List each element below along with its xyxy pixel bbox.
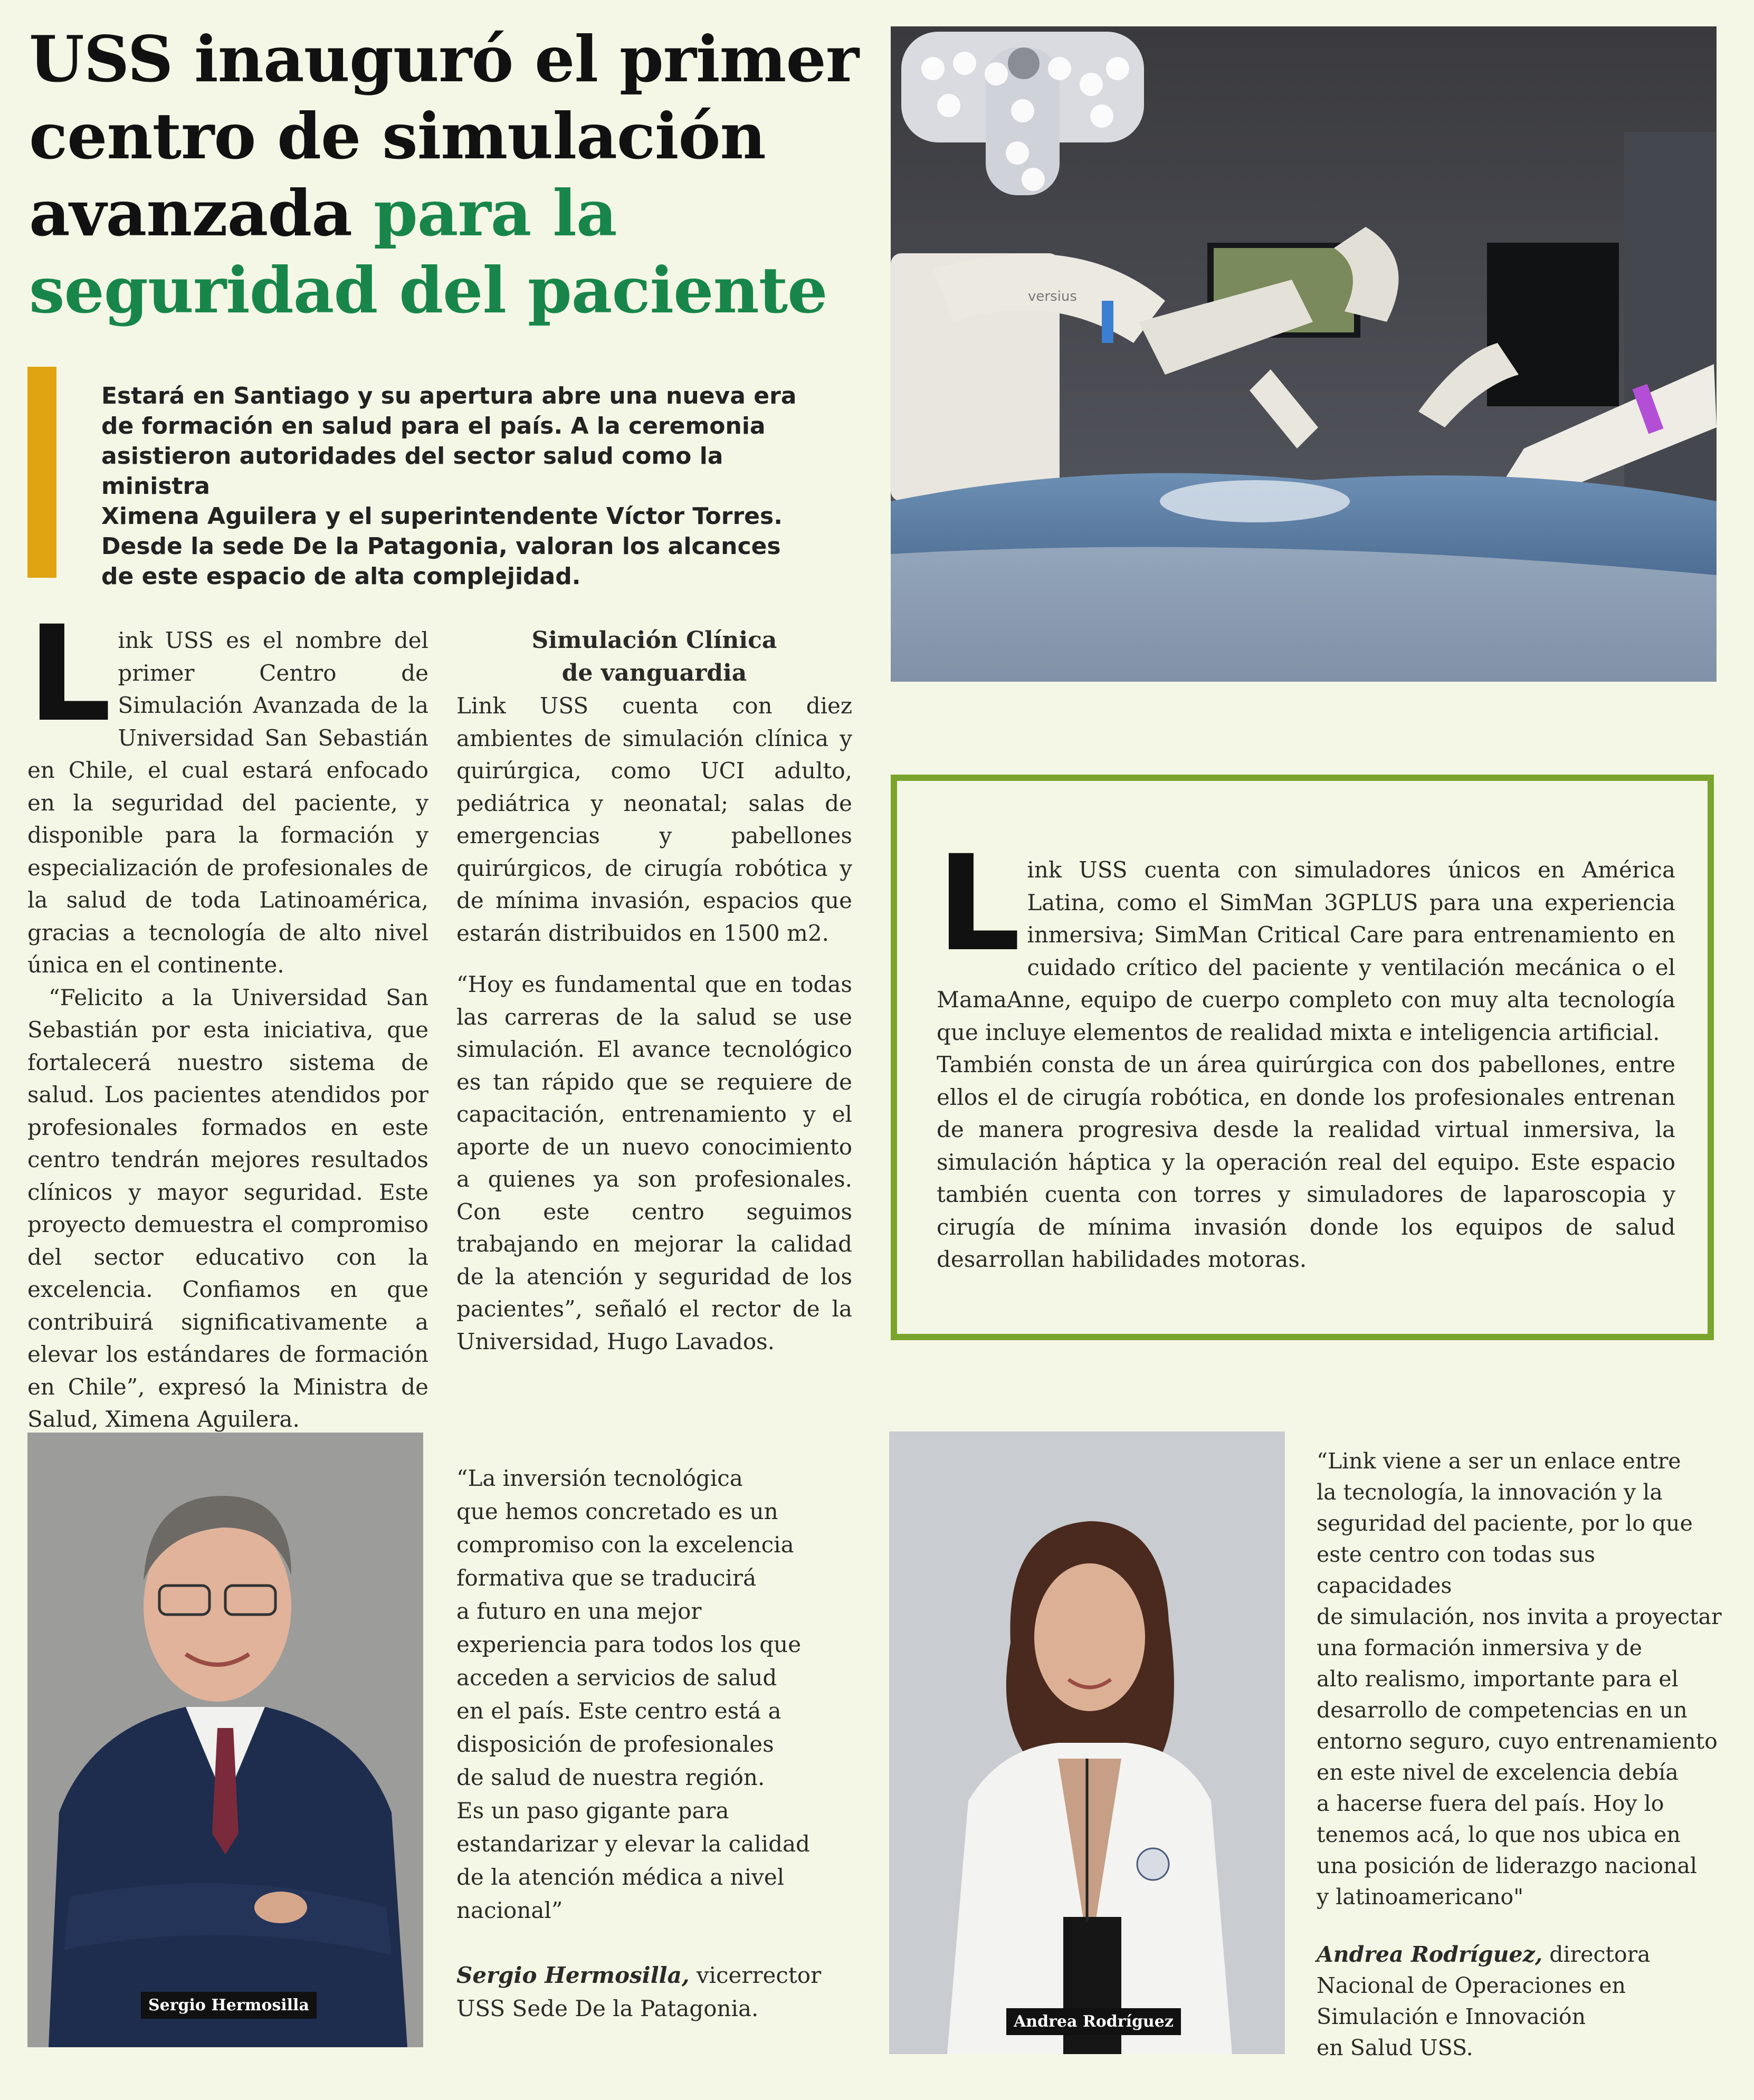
quote-andrea	[1317, 1446, 1733, 2064]
quote-andrea-name: Andrea Rodríguez,	[1317, 1942, 1543, 1967]
quote-andrea-role1: directora	[1542, 1942, 1651, 1967]
robot-brand-label: versius	[1028, 289, 1077, 304]
headline	[29, 21, 863, 329]
column-2	[456, 624, 852, 1358]
headline-part1: USS inauguró el primer centro de simulación avanzada	[29, 22, 859, 251]
column1-paragraph1: ink USS es el nombre del primer Centro de Simulación Avanzada de la Universidad San Sebastián en Chile, el cual estará enfocado en la seguridad del paciente, y disponible para la formación y especialización de profesionales de la salud de toda Latinoamérica, gracias a tecnología de alto nivel única en el continente.	[27, 627, 428, 978]
column-1	[27, 597, 428, 1436]
column2-paragraph2: “Hoy es fundamental que en todas las carreras de la salud se use simulación. El avance tecnológico es tan rápido que se requiere de capacitación, entrenamiento y el aporte de un nuevo conocimiento a quienes ya son profesionales. Con este centro seguimos trabajando en mejorar la calidad de la atención y seguridad de los pacientes”, señaló el rector de la Universidad, Hugo Lavados.	[456, 971, 852, 1354]
info-box-text	[937, 827, 1675, 1276]
headline-part2: para la seguridad del paciente	[29, 176, 827, 328]
quote-sergio-name: Sergio Hermosilla,	[456, 1962, 690, 1988]
photo-caption-andrea: Andrea Rodríguez	[1006, 2008, 1181, 2035]
andrea-rodriguez-photo	[889, 1431, 1285, 2054]
sergio-hermosilla-photo	[27, 1433, 423, 2047]
quote-sergio-role2: USS Sede De la Patagonia.	[456, 1996, 759, 2021]
dropcap-l: L	[27, 597, 112, 751]
quote-andrea-attribution	[1317, 1939, 1733, 2064]
quote-andrea-role2: Nacional de Operaciones en Simulación e Innovación en Salud USS.	[1317, 1973, 1626, 2060]
lead-accent-bar	[27, 367, 56, 578]
quote-sergio-role1: vicerrector	[689, 1962, 822, 1988]
box-dropcap-l: L	[937, 827, 1021, 980]
section-subheading: Simulación Clínica de vanguardia	[531, 627, 777, 686]
lead-paragraph: Estará en Santiago y su apertura abre una nueva era de formación en salud para el país. A la ceremonia asistieron autoridades del sector salud como la ministra Ximena Aguilera y el superintendente Víctor Torres. Desde la sede De la Patagonia, valoran los alcances de este espacio de alta complejidad.	[101, 383, 797, 590]
photo-caption-sergio: Sergio Hermosilla	[141, 1992, 317, 2019]
robotic-surgery-photo	[891, 26, 1717, 682]
quote-sergio-attribution	[456, 1959, 868, 2025]
column2-paragraph1: Link USS cuenta con diez ambientes de simulación clínica y quirúrgica, como UCI adulto, pediátrica y neonatal; salas de emergencias y pabellones quirúrgicos, de cirugía robótica y de mínima invasión, espacios que estarán distribuidos en 1500 m2.	[456, 693, 852, 946]
box-paragraph2: También consta de un área quirúrgica con dos pabellones, entre ellos el de cirugía robótica, en donde los profesionales entrenan de manera progresiva desde la realidad virtual inmersiva, la simulación háptica y la operación real del equipo. Este espacio también cuenta con torres y simuladores de laparoscopia y cirugía de mínima invasión donde los equipos de salud desarrollan habilidades motoras.	[937, 1052, 1675, 1272]
quote-sergio-text: “La inversión tecnológica que hemos concretado es un compromiso con la excelencia formativa que se traducirá a futuro en una mejor experiencia para todos los que acceden a servicios de salud en el país. Este centro está a disposición de profesionales de salud de nuestra región. Es un paso gigante para estandarizar y elevar la calidad de la atención médica a nivel nacional”	[456, 1465, 810, 1923]
quote-sergio	[456, 1462, 868, 2025]
column1-paragraph2: “Felicito a la Universidad San Sebastián por esta iniciativa, que fortalecerá nuestro sistema de salud. Los pacientes atendidos por profesionales formados en este centro tendrán mejores resultados clínicos y mayor seguridad. Este proyecto demuestra el compromiso del sector educativo con la excelencia. Confiamos en que contribuirá significativamente a elevar los estándares de formación en Chile”, expresó la Ministra de Salud, Ximena Aguilera.	[27, 984, 428, 1432]
quote-andrea-text: “Link viene a ser un enlace entre la tecnología, la innovación y la seguridad del paciente, por lo que este centro con todas sus capacidades de simulación, nos invita a proyectar una formación inmersiva y de alto realismo, importante para el desarrollo de competencias en un entorno seguro, cuyo entrenamiento en este nivel de excelencia debía a hacerse fuera del país. Hoy lo tenemos acá, lo que nos ubica en una posición de liderazgo nacional y latinoamericano"	[1317, 1448, 1722, 1910]
box-paragraph1: ink USS cuenta con simuladores únicos en América Latina, como el SimMan 3GPLUS para una experiencia inmersiva; SimMan Critical Care para entrenamiento en cuidado crítico del paciente y ventilación mecánica o el MamaAnne, equipo de cuerpo completo con muy alta tecnología que incluye elementos de realidad mixta e inteligencia artificial.	[937, 857, 1675, 1045]
